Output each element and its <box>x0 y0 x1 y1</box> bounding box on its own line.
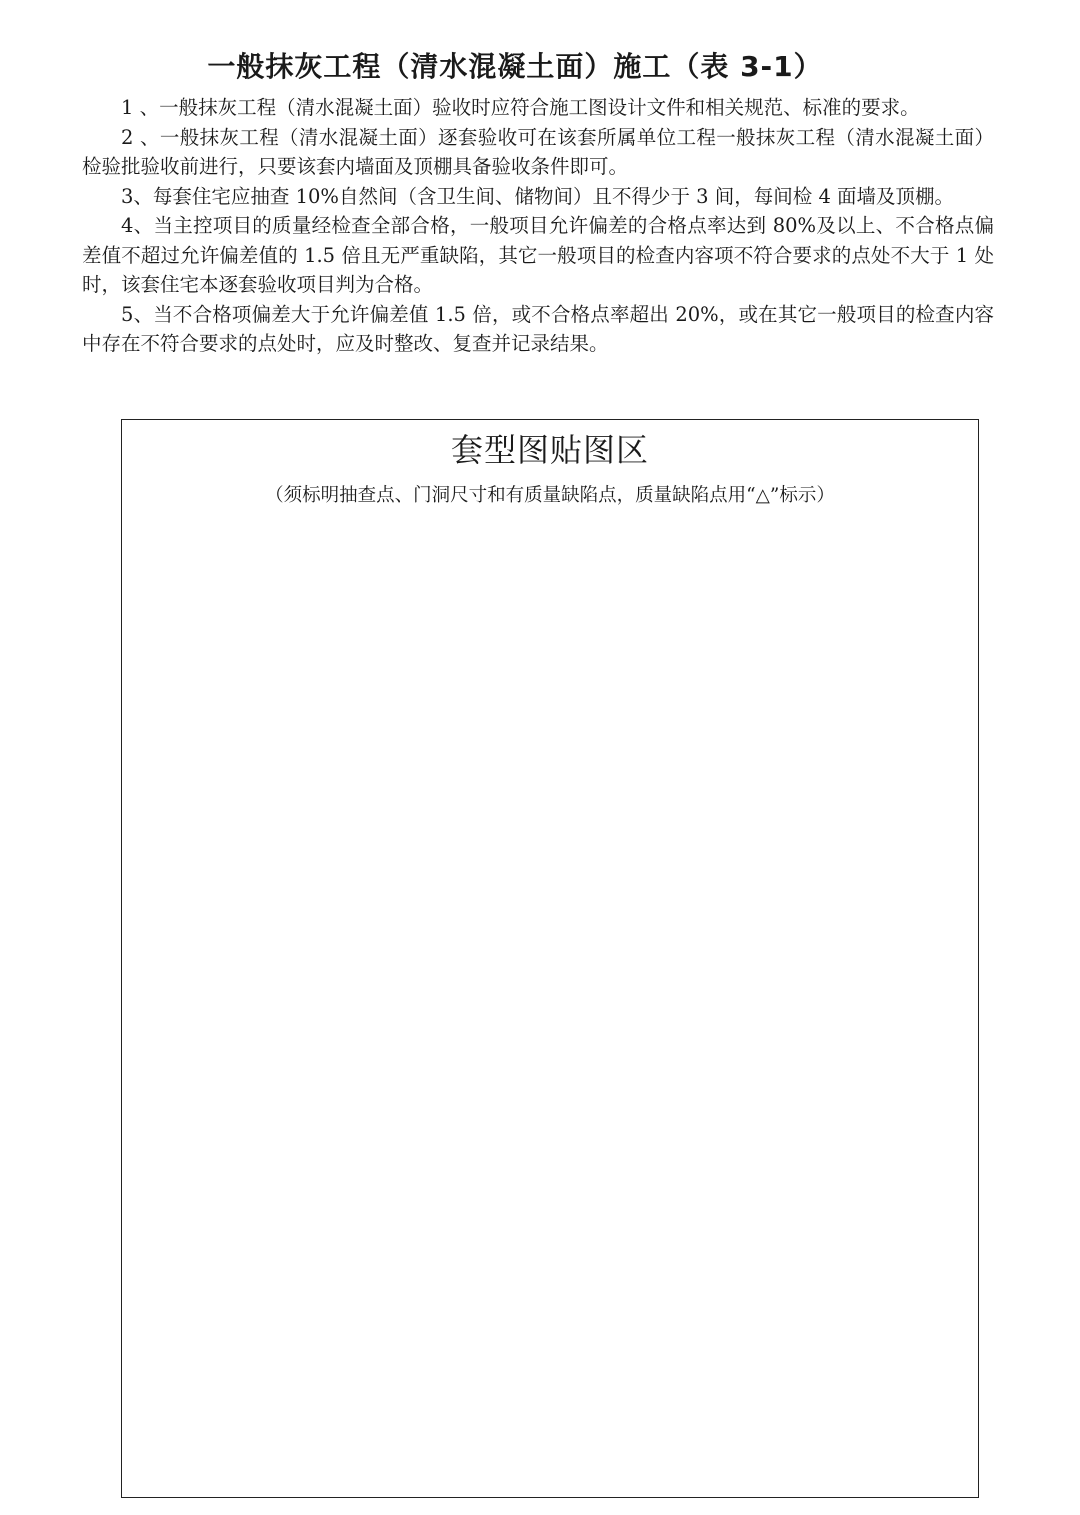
paste-area-instruction: （须标明抽查点、门洞尺寸和有质量缺陷点，质量缺陷点用“△”标示） <box>265 485 835 506</box>
rule-item-4: 4、当主控项目的质量经检查全部合格，一般项目允许偏差的合格点率达到 80%及以上、不合格点偏差值不超过允许偏差值的 1.5 倍且无严重缺陷，其它一般项目的检查内容项不符合要求的点处不大于 1 处时，该套住宅本逐套验收项目判为合格。 <box>82 214 994 296</box>
rule-item-5: 5、当不合格项偏差大于允许偏差值 1.5 倍，或不合格点率超出 20%，或在其它一般项目的检查内容中存在不符合要求的点处时，应及时整改、复查并记录结果。 <box>82 302 994 355</box>
rule-item-2: 2 、一般抹灰工程（清水混凝土面）逐套验收可在该套所属单位工程一般抹灰工程（清水混凝土面）检验批验收前进行，只要该套内墙面及顶棚具备验收条件即可。 <box>82 125 994 178</box>
page-title: 一般抹灰工程（清水混凝土面）施工（表 3-1） <box>207 49 823 83</box>
paste-area-title: 套型图贴图区 <box>450 431 649 469</box>
rule-item-1: 1 、一般抹灰工程（清水混凝土面）验收时应符合施工图设计文件和相关规范、标准的要求。 <box>121 96 920 119</box>
rule-item-3: 3、每套住宅应抽查 10%自然间（含卫生间、储物间）且不得少于 3 间，每间检 4 面墙及顶棚。 <box>121 184 955 208</box>
inspection-rules <box>82 93 994 359</box>
floor-plan-paste-area <box>121 419 979 1498</box>
